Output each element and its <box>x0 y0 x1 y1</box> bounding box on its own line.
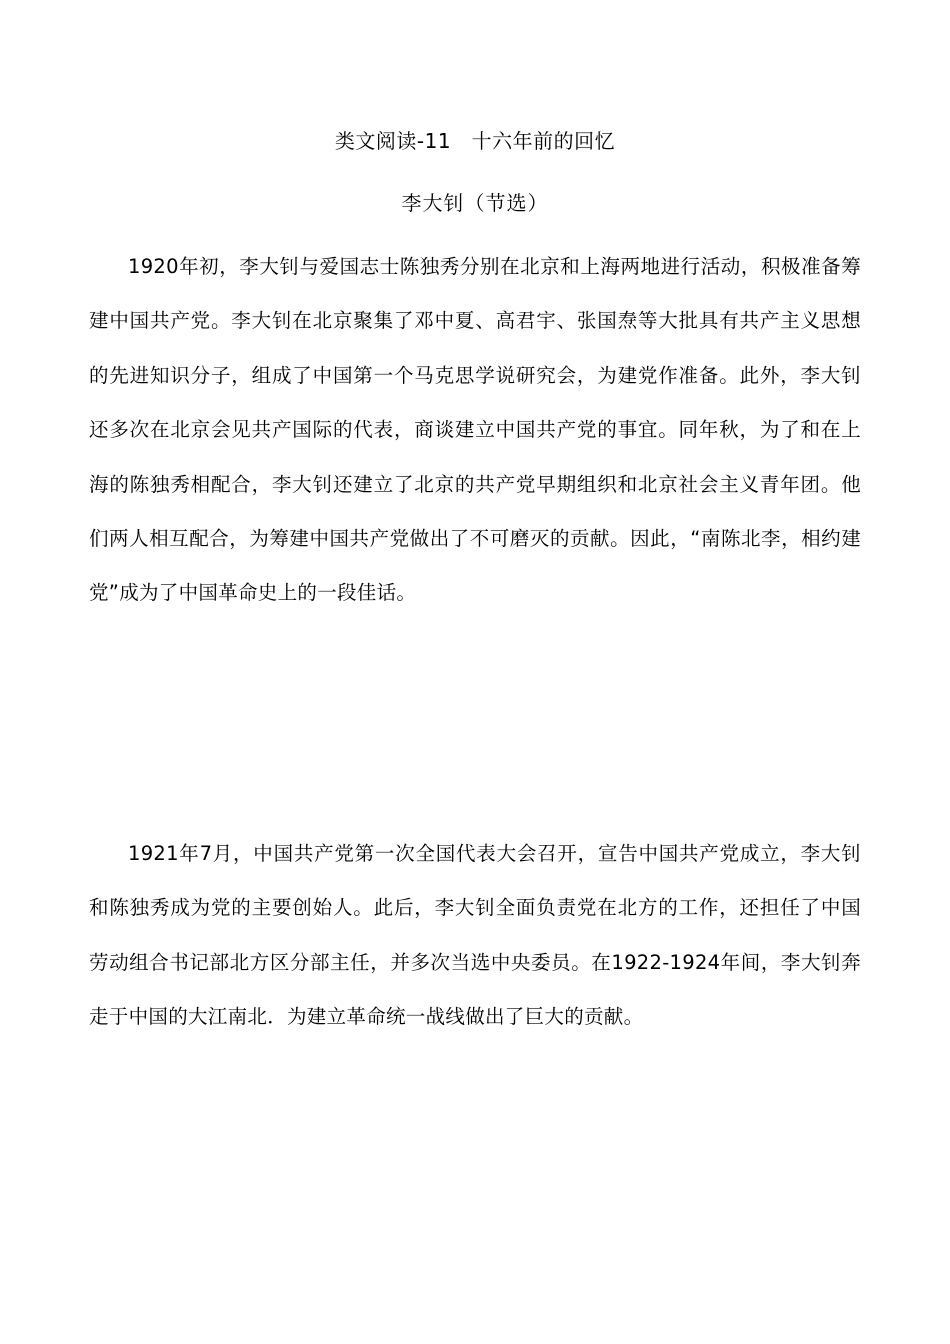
paragraph-1: 1920年初，李大钊与爱国志士陈独秀分别在北京和上海两地进行活动，积极准备筹建中国共产党。李大钊在北京聚集了邓中夏、高君宇、张国焘等大批具有共产主义思想的先进知识分子，组成了中国第一个马克思学说研究会，为建党作准备。此外，李大钊还多次在北京会见共产国际的代表，商谈建立中国共产党的事宜。同年秋，为了和在上海的陈独秀相配合，李大钊还建立了北京的共产党早期组织和北京社会主义青年团。他们两人相互配合，为筹建中国共产党做出了不可磨灭的贡献。因此，“南陈北李，相约建党”成为了中国革命史上的一段佳话。 <box>89 255 861 605</box>
page-title: 类文阅读-11 十六年前的回忆 <box>334 129 616 153</box>
author-line: 李大钊（节选） <box>401 191 549 215</box>
paragraph-2: 1921年7月，中国共产党第一次全国代表大会召开，宣告中国共产党成立，李大钊和陈独秀成为党的主要创始人。此后，李大钊全面负责党在北方的工作，还担任了中国劳动组合书记部北方区分部主任，并多次当选中央委员。在1922-1924年间，李大钊奔走于中国的大江南北．为建立革命统一战线做出了巨大的贡献。 <box>89 842 861 1029</box>
